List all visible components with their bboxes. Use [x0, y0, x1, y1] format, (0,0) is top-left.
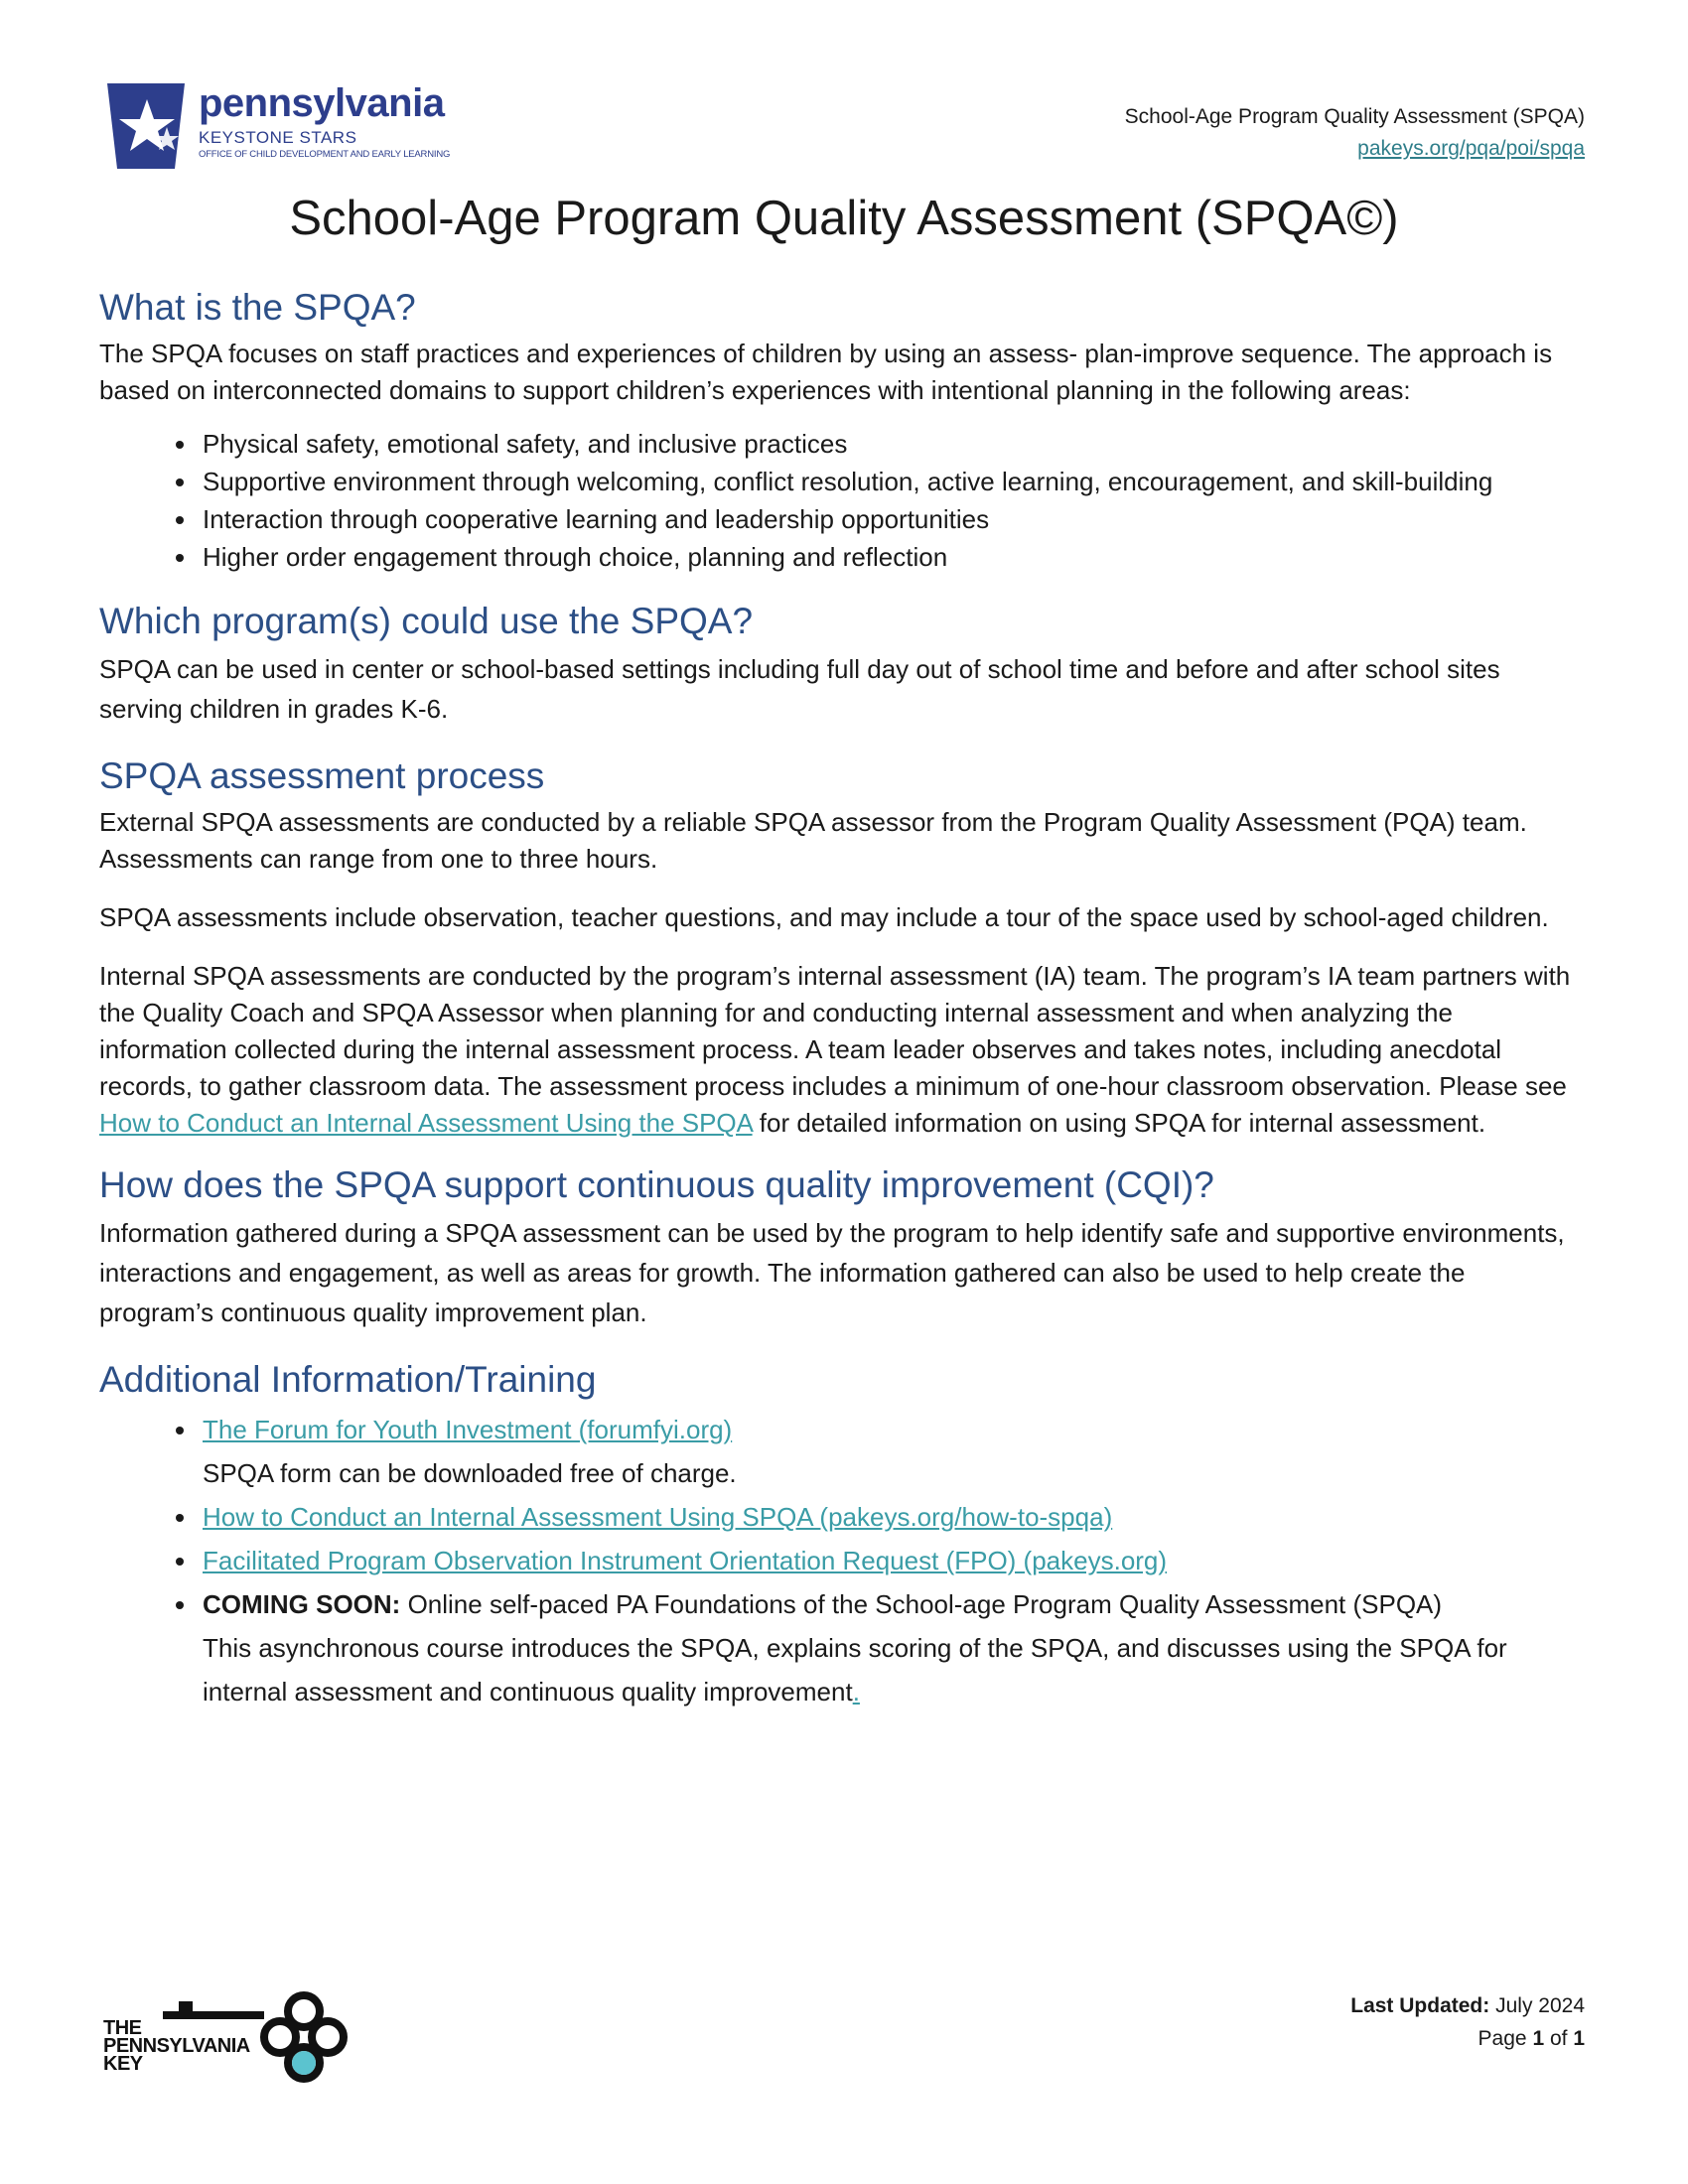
header-reference — [1125, 101, 1585, 165]
page-number — [1350, 2022, 1585, 2055]
brand-subtitle: KEYSTONE STARS — [199, 128, 357, 147]
forum-note: SPQA form can be downloaded free of charge. — [203, 1458, 737, 1488]
fpo-link[interactable]: Facilitated Program Observation Instrument Orientation Request (FPO) (pakeys.org) — [203, 1546, 1168, 1575]
document-body — [99, 286, 1579, 1737]
section-additional — [99, 1358, 1579, 1713]
last-updated-label: Last Updated: — [1350, 1994, 1490, 2017]
list-item — [199, 1408, 1579, 1495]
brand-office: OFFICE OF CHILD DEVELOPMENT AND EARLY LEARNING — [199, 149, 451, 160]
page-current: 1 — [1532, 2027, 1545, 2050]
how-to-spqa-link[interactable]: How to Conduct an Internal Assessment Using SPQA (pakeys.org/how-to-spqa) — [203, 1502, 1113, 1532]
section-which — [99, 600, 1579, 729]
coming-soon-text: Online self-paced PA Foundations of the School-age Program Quality Assessment (SPQA) — [400, 1589, 1443, 1619]
forum-link[interactable]: The Forum for Youth Investment (forumfyi.org) — [203, 1415, 733, 1444]
keystone-star-icon — [97, 77, 195, 175]
last-updated — [1350, 1989, 1585, 2022]
heading-cqi: How does the SPQA support continuous quality improvement (CQI)? — [99, 1164, 1214, 1205]
list-item — [199, 1539, 1579, 1582]
footer-info — [1350, 1989, 1585, 2055]
process-p3-tail: for detailed information on using SPQA for internal assessment. — [752, 1108, 1486, 1138]
additional-list — [99, 1408, 1579, 1713]
process-p2: SPQA assessments include observation, teacher questions, and may include a tour of the space used by school-aged children. — [99, 902, 1549, 932]
doc-label: School-Age Program Quality Assessment (SPQA) — [1124, 105, 1585, 128]
process-p3 — [99, 958, 1579, 1142]
page-total: 1 — [1573, 2027, 1585, 2050]
list-item — [199, 1495, 1579, 1539]
heading-process: SPQA assessment process — [99, 755, 545, 796]
pennsylvania-key-logo — [103, 1989, 352, 2089]
process-p1: External SPQA assessments are conducted by a reliable SPQA assessor from the Program Quality Assessment (PQA) team. Assessments can range from one to three hours. — [99, 807, 1527, 874]
page-of: of — [1544, 2027, 1574, 2050]
document-title: School-Age Program Quality Assessment (SPQA©) — [289, 192, 1399, 245]
cqi-body: Information gathered during a SPQA assessment can be used by the program to help identify safe and supportive environments, interactions and engagement, as well as areas for growth. The information gathered can also be used to help create the program’s continuous quality improvement plan. — [99, 1218, 1565, 1327]
course-description — [203, 1626, 1579, 1713]
section-what — [99, 286, 1579, 576]
list-item: • Physical safety, emotional safety, and inclusive practices — [199, 425, 1579, 463]
doc-url-link[interactable]: pakeys.org/pqa/poi/spqa — [1357, 137, 1585, 160]
heading-what: What is the SPQA? — [99, 287, 416, 328]
list-item: • Supportive environment through welcoming, conflict resolution, active learning, encouragement, and skill-building — [199, 463, 1579, 500]
process-p3-text: Internal SPQA assessments are conducted by the program’s internal assessment (IA) team. The program’s IA team partners with the Quality Coach and SPQA Assessor when planning for and conducting internal assessment and when analyzing the information collected during the internal assessment process. A team leader observes and takes notes, including anecdotal records, to gather classroom data. The assessment process includes a minimum of one-hour classroom observation. Please see — [99, 961, 1571, 1101]
coming-soon-label: COMING SOON: — [203, 1589, 401, 1619]
key-logo-line: PENNSYLVANIA — [103, 2035, 250, 2057]
key-logo-line: THE — [103, 2017, 142, 2039]
pa-keystone-stars-logo — [97, 77, 475, 177]
list-item: • Higher order engagement through choice, planning and reflection — [199, 538, 1579, 576]
list-item: • Interaction through cooperative learning and leadership opportunities — [199, 500, 1579, 538]
which-body: SPQA can be used in center or school-based settings including full day out of school time and before and after school sites serving children in grades K-6. — [99, 654, 1500, 724]
section-cqi — [99, 1163, 1579, 1332]
what-body: The SPQA focuses on staff practices and experiences of children by using an assess- plan-improve sequence. The approach is based on interconnected domains to support children’s experiences with intentional planning in the following areas: — [99, 339, 1553, 405]
key-logo-line: KEY — [103, 2053, 143, 2075]
what-bullet-list — [99, 425, 1579, 576]
course-description-text: This asynchronous course introduces the SPQA, explains scoring of the SPQA, and discusses using the SPQA for internal assessment and continuous quality improvement — [203, 1633, 1507, 1706]
course-link[interactable]: . — [852, 1677, 860, 1706]
section-process — [99, 754, 1579, 1142]
list-item — [199, 1582, 1579, 1713]
internal-assessment-link[interactable]: How to Conduct an Internal Assessment Using the SPQA — [99, 1108, 753, 1138]
brand-name: pennsylvania — [199, 81, 445, 125]
key-logo-text — [103, 2019, 250, 2073]
last-updated-value: July 2024 — [1489, 1994, 1585, 2017]
heading-additional: Additional Information/Training — [99, 1359, 597, 1400]
heading-which: Which program(s) could use the SPQA? — [99, 601, 754, 641]
page-word: Page — [1477, 2027, 1533, 2050]
